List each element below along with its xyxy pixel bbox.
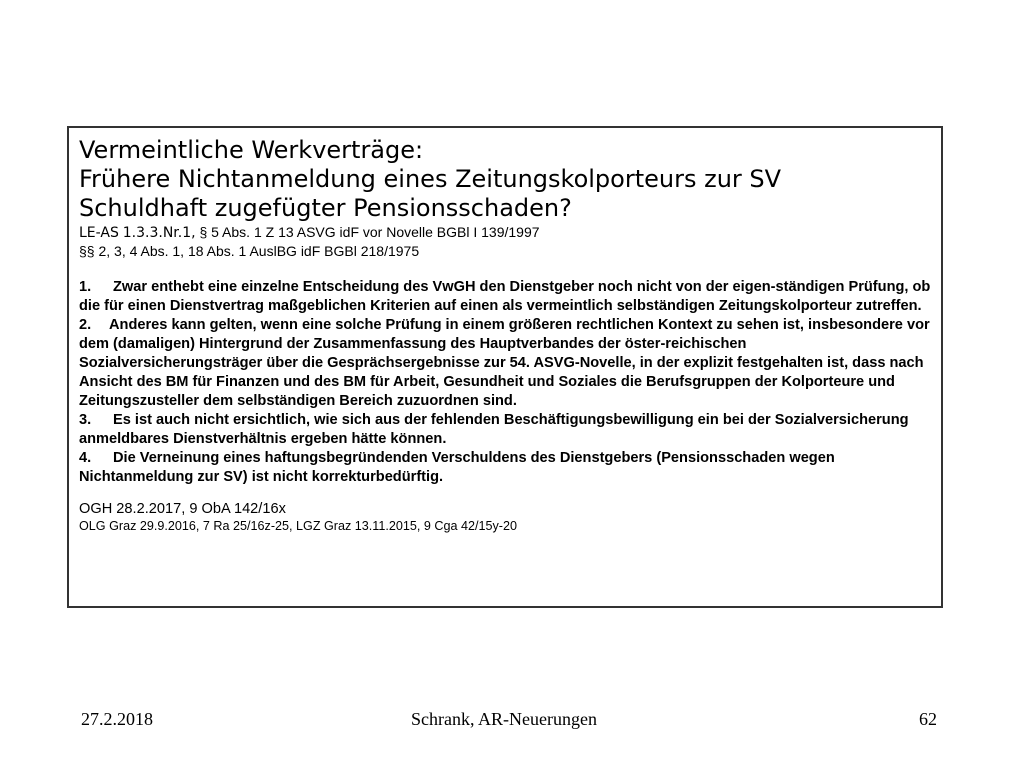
reference-code: 1.3.3.Nr.1,	[122, 225, 196, 241]
content-box	[67, 126, 943, 608]
point-number: 1.	[79, 279, 92, 295]
reference-line-1	[79, 223, 931, 242]
title-line-1: Vermeintliche Werkverträge:	[79, 136, 424, 164]
point-2	[79, 316, 931, 411]
footer-date: 27.2.2018	[81, 709, 153, 729]
spacer	[79, 260, 931, 278]
point-number: 2.	[79, 317, 92, 333]
title-line-3: Schuldhaft zugefügter Pensionsschaden?	[79, 194, 572, 222]
reference-line-2: §§ 2, 3, 4 Abs. 1, 18 Abs. 1 AuslBG idF BGBl 218/1975	[79, 243, 420, 259]
reference-prefix: LE-AS	[79, 225, 119, 241]
point-4	[79, 449, 931, 487]
point-text: Es ist auch nicht ersichtlich, wie sich aus der fehlenden Beschäftigungsbewilligung ein bei der Sozialversicherung anmeldbares Dienstverhältnis ergeben hätte können.	[79, 412, 909, 447]
point-text: Die Verneinung eines haftungsbegründenden Verschuldens des Dienstgebers (Pensionsschaden wegen Nichtanmeldung zur SV) ist nicht korrekturbedürftig.	[79, 450, 835, 485]
point-number: 4.	[79, 450, 92, 466]
court-citation: OGH 28.2.2017, 9 ObA 142/16x	[79, 501, 286, 517]
page-number: 62	[919, 709, 937, 729]
spacer	[79, 487, 931, 500]
point-number: 3.	[79, 412, 92, 428]
point-1	[79, 278, 931, 316]
point-3	[79, 411, 931, 449]
lower-court-citation: OLG Graz 29.9.2016, 7 Ra 25/16z-25, LGZ Graz 13.11.2015, 9 Cga 42/15y-20	[79, 519, 518, 533]
title-line-2: Frühere Nichtanmeldung eines Zeitungskolporteurs zur SV	[79, 165, 782, 193]
point-text: Anderes kann gelten, wenn eine solche Prüfung in einem größeren rechtlichen Kontext zu sehen ist, insbesondere vor dem (damaligen) Hintergrund der Zusammenfassung des Hauptverbandes der öster-reichischen Sozialversicherungsträger über die Gesprächsergebnisse zur 54. ASVG-Novelle, in der explizit festgehalten ist, dass nach Ansicht des BM für Finanzen und des BM für Arbeit, Gesundheit und Soziales die Berufsgruppen der Kolporteure und Zeitungszusteller dem selbständigen Bereich zuzuordnen sind.	[79, 317, 930, 409]
reference-rest: § 5 Abs. 1 Z 13 ASVG idF vor Novelle BGBl I 139/1997	[199, 224, 540, 240]
footer-author: Schrank, AR-Neuerungen	[411, 709, 597, 729]
point-text: Zwar enthebt eine einzelne Entscheidung des VwGH den Dienstgeber noch nicht von der eigen-ständigen Prüfung, ob die für einen Dienstvertrag maßgeblichen Kriterien auf einen als vermeintlich selbständigen Zeitungskolporteur zutreffen.	[79, 279, 931, 314]
